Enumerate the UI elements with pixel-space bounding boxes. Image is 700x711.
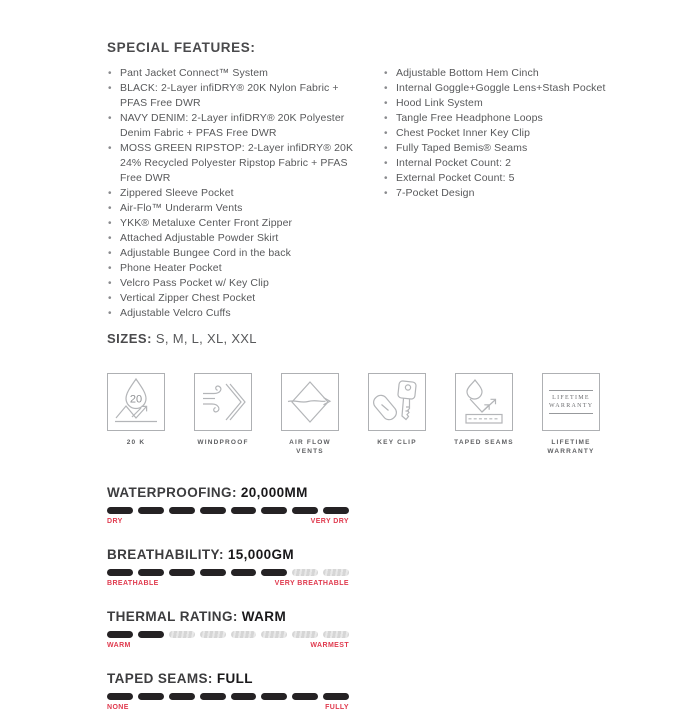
rating-segment <box>292 569 318 576</box>
icon-cell-lifetime-warranty <box>542 373 600 456</box>
rating-value: FULL <box>216 671 253 686</box>
rating-segment <box>323 631 349 638</box>
lifetime-warranty-box-text: LIFETIME WARRANTY <box>549 390 593 414</box>
taped-seams-heading <box>107 671 700 686</box>
bar-max-label: VERY BREATHABLE <box>274 580 349 587</box>
icon-cell-taped-seams <box>455 373 513 456</box>
feature-item: • Attached Adjustable Powder Skirt <box>107 231 359 246</box>
rating-segment <box>107 693 133 700</box>
rating-segment <box>323 693 349 700</box>
feature-item: • Pant Jacket Connect™ System <box>107 66 359 81</box>
thermal-bar-labels <box>107 642 349 649</box>
feature-item: • YKK® Metaluxe Center Front Zipper <box>107 216 359 231</box>
rating-segment <box>138 693 164 700</box>
breathability-bar-labels <box>107 580 349 587</box>
rating-segment <box>292 631 318 638</box>
icon-label-air-flow-vents: AIR FLOW VENTS <box>289 439 331 455</box>
rating-segment <box>261 569 287 576</box>
taped-seams-bar-labels <box>107 704 349 711</box>
rating-segment <box>231 507 257 514</box>
feature-item: • Internal Goggle+Goggle Lens+Stash Pocket <box>383 81 611 96</box>
feature-item: • Velcro Pass Pocket w/ Key Clip <box>107 276 359 291</box>
thermal-rating <box>107 609 700 649</box>
rating-segment <box>107 569 133 576</box>
taped-seams-rating <box>107 671 700 711</box>
feature-item: • MOSS GREEN RIPSTOP: 2-Layer infiDRY® 20K 24% Recycled Polyester Ripstop Fabric + PFAS Free DWR <box>107 141 359 186</box>
rating-segment <box>138 569 164 576</box>
sizes-row <box>107 331 700 346</box>
bar-min-label: DRY <box>107 518 123 525</box>
rating-segment <box>107 631 133 638</box>
taped-seams-bar <box>107 693 349 700</box>
sizes-value: S, M, L, XL, XXL <box>155 331 257 346</box>
air-flow-vents-icon <box>281 373 339 431</box>
icon-cell-air-flow-vents <box>281 373 339 456</box>
feature-item: • External Pocket Count: 5 <box>383 171 611 186</box>
rating-label: WATERPROOFING: <box>107 485 237 500</box>
rating-segment <box>200 631 226 638</box>
feature-item: • Adjustable Velcro Cuffs <box>107 306 359 321</box>
feature-item: • Adjustable Bottom Hem Cinch <box>383 66 611 81</box>
rating-segment <box>169 693 195 700</box>
rating-segment <box>231 631 257 638</box>
feature-item: • Internal Pocket Count: 2 <box>383 156 611 171</box>
waterproofing-bar-labels <box>107 518 349 525</box>
breathability-rating <box>107 547 700 587</box>
bar-min-label: BREATHABLE <box>107 580 159 587</box>
features-list-left <box>107 66 359 321</box>
breathability-heading <box>107 547 700 562</box>
icon-cell-key-clip <box>368 373 426 456</box>
feature-item: • Vertical Zipper Chest Pocket <box>107 291 359 306</box>
rating-segment <box>261 631 287 638</box>
icon-label-lifetime-warranty: LIFETIME WARRANTY <box>547 439 595 455</box>
feature-item: • Fully Taped Bemis® Seams <box>383 141 611 156</box>
rating-segment <box>323 507 349 514</box>
rating-value: 15,000GM <box>227 547 295 562</box>
rating-segment <box>200 693 226 700</box>
rating-segment <box>231 693 257 700</box>
rating-label: THERMAL RATING: <box>107 609 238 624</box>
icon-label-key-clip: KEY CLIP <box>377 439 417 446</box>
features-columns <box>107 66 700 321</box>
rating-segment <box>169 569 195 576</box>
rating-segment <box>138 631 164 638</box>
rating-segment <box>107 507 133 514</box>
feature-item: • 7-Pocket Design <box>383 186 611 201</box>
special-features-heading: SPECIAL FEATURES: <box>107 40 256 55</box>
waterproofing-rating <box>107 485 700 525</box>
rating-segment <box>231 569 257 576</box>
rating-segment <box>292 693 318 700</box>
feature-item: • Phone Heater Pocket <box>107 261 359 276</box>
rating-segment <box>323 569 349 576</box>
lifetime-warranty-icon <box>542 373 600 431</box>
icon-label-20k: 20 K <box>126 439 146 446</box>
windproof-icon <box>194 373 252 431</box>
sizes-label: SIZES: <box>107 331 152 346</box>
svg-text:20: 20 <box>129 393 143 406</box>
rating-segment <box>169 631 195 638</box>
ratings-section <box>107 485 700 711</box>
thermal-heading <box>107 609 700 624</box>
rating-label: BREATHABILITY: <box>107 547 224 562</box>
icon-cell-windproof <box>194 373 252 456</box>
rating-segment <box>292 507 318 514</box>
feature-item: • Air-Flo™ Underarm Vents <box>107 201 359 216</box>
thermal-bar <box>107 631 349 638</box>
feature-item: • NAVY DENIM: 2-Layer infiDRY® 20K Polyester Denim Fabric + PFAS Free DWR <box>107 111 359 141</box>
feature-icons-row <box>107 373 700 456</box>
rating-label: TAPED SEAMS: <box>107 671 213 686</box>
waterproofing-bar <box>107 507 349 514</box>
feature-item: • Chest Pocket Inner Key Clip <box>383 126 611 141</box>
feature-item: • Zippered Sleeve Pocket <box>107 186 359 201</box>
breathability-bar <box>107 569 349 576</box>
rating-value: 20,000MM <box>240 485 308 500</box>
special-features-section <box>107 40 700 321</box>
key-clip-icon <box>368 373 426 431</box>
feature-item: • BLACK: 2-Layer infiDRY® 20K Nylon Fabric + PFAS Free DWR <box>107 81 359 111</box>
icon-cell-20k <box>107 373 165 456</box>
waterproofing-heading <box>107 485 700 500</box>
rating-segment <box>138 507 164 514</box>
features-list-right <box>383 66 611 321</box>
bar-max-label: VERY DRY <box>310 518 349 525</box>
waterproof-20k-icon <box>107 373 165 431</box>
feature-item: • Tangle Free Headphone Loops <box>383 111 611 126</box>
bar-max-label: FULLY <box>325 704 349 711</box>
feature-item: • Adjustable Bungee Cord in the back <box>107 246 359 261</box>
rating-value: WARM <box>241 609 287 624</box>
bar-min-label: NONE <box>107 704 129 711</box>
rating-segment <box>261 693 287 700</box>
rating-segment <box>261 507 287 514</box>
icon-label-windproof: WINDPROOF <box>197 439 249 446</box>
feature-item: • Hood Link System <box>383 96 611 111</box>
bar-min-label: WARM <box>107 642 131 649</box>
taped-seams-icon <box>455 373 513 431</box>
bar-max-label: WARMEST <box>310 642 349 649</box>
rating-segment <box>200 569 226 576</box>
rating-segment <box>200 507 226 514</box>
icon-label-taped-seams: TAPED SEAMS <box>454 439 514 446</box>
rating-segment <box>169 507 195 514</box>
